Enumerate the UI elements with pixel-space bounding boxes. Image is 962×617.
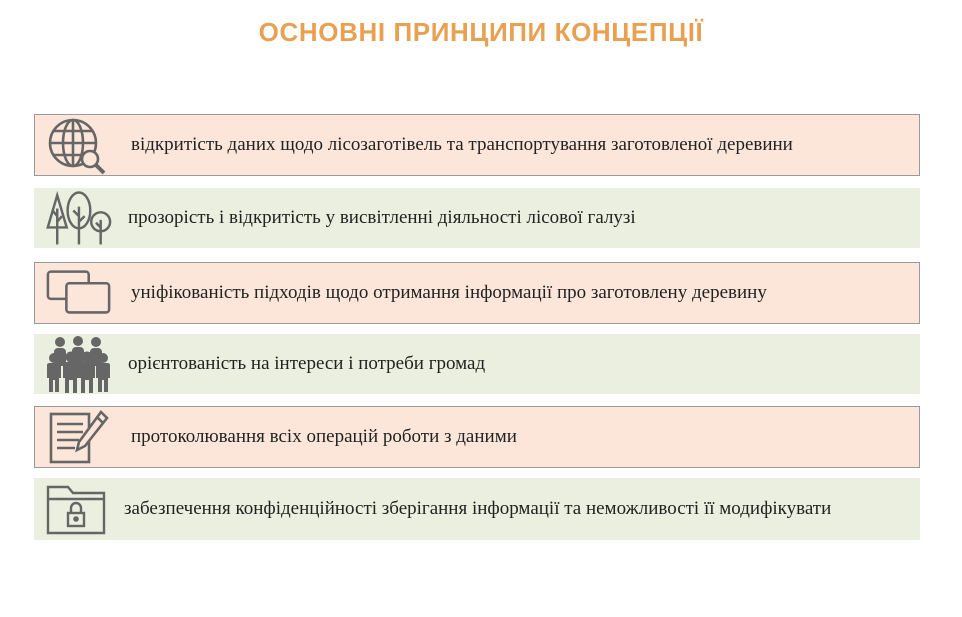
principle-row-confidentiality [34,478,920,540]
principle-text: уніфікованість підходів щодо отримання інформації про заготовлену деревину [131,282,767,303]
windows-icon [45,262,113,324]
people-group-icon [44,333,112,395]
principle-row-transparency [34,188,920,248]
principle-row-open-data [34,114,920,176]
principle-row-unified [34,262,920,324]
globe-search-icon [45,114,113,176]
principle-text: забезпечення конфіденційності зберігання інформації та неможливості її модифікувати [124,498,832,519]
principle-row-logging [34,406,920,468]
page-title: ОСНОВНІ ПРИНЦИПИ КОНЦЕПЦІЇ [258,17,704,47]
principle-text: протоколювання всіх операцій роботи з даними [131,426,517,447]
principle-row-communities [34,334,920,394]
trees-icon [44,187,112,249]
principle-text: відкритість даних щодо лісозаготівель та транспортування заготовленої деревини [131,134,793,155]
principle-text: орієнтованість на інтереси і потреби громад [128,353,486,374]
folder-lock-icon [44,478,112,540]
principle-text: прозорість і відкритість у висвітленні діяльності лісової галузі [128,207,636,228]
document-pen-icon [45,406,113,468]
